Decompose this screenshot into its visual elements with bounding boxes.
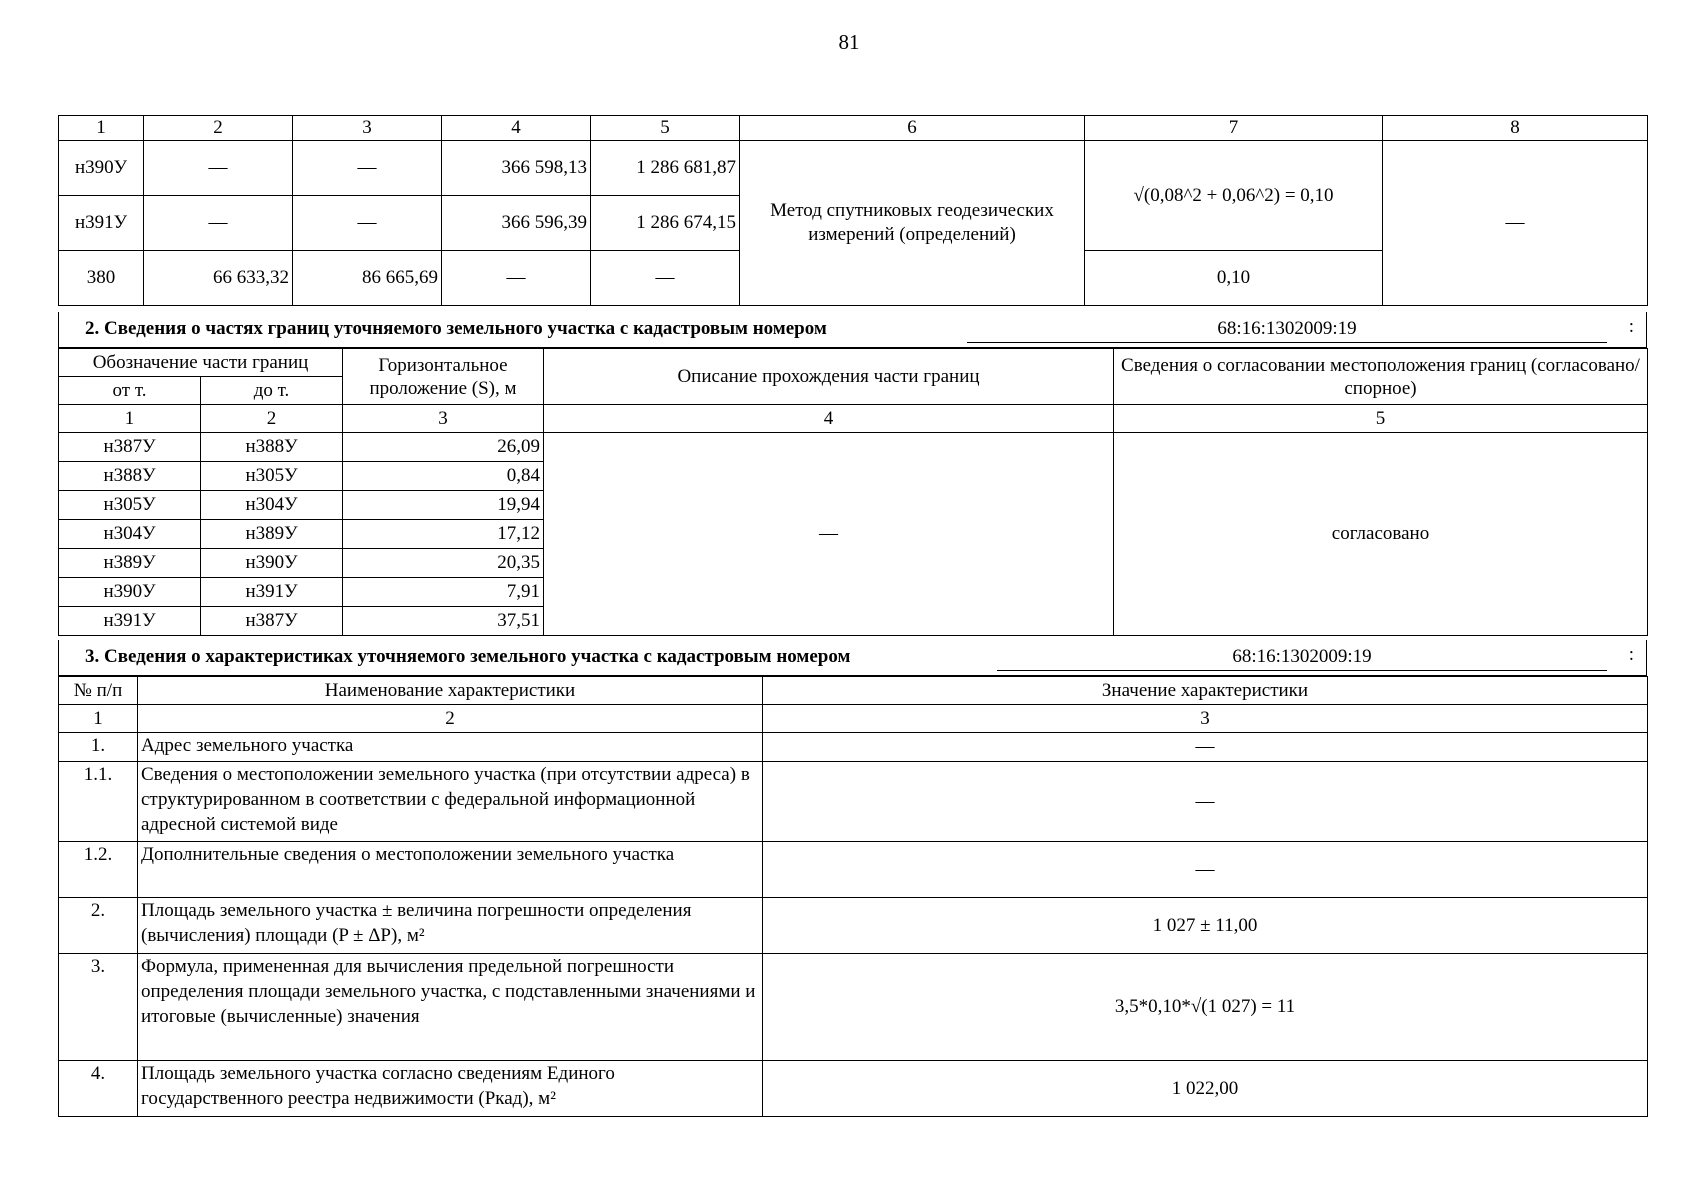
row-number: 1.2. [59, 842, 138, 898]
distance: 0,84 [343, 462, 544, 491]
col8-cell: — [1383, 141, 1648, 306]
column-number-row [59, 405, 1648, 433]
row-number: 1.1. [59, 762, 138, 842]
col-number: 4 [544, 405, 1114, 433]
col-number: 1 [59, 405, 201, 433]
coordinate-x: 366 598,13 [442, 141, 591, 196]
cadastral-number: 68:16:1302009:19 [967, 316, 1607, 343]
from-point: н387У [59, 433, 201, 462]
from-point: н388У [59, 462, 201, 491]
coordinate-x: 366 596,39 [442, 196, 591, 251]
distance: 26,09 [343, 433, 544, 462]
col-number: 3 [293, 116, 442, 141]
to-point: н390У [201, 549, 343, 578]
to-header: до т. [201, 377, 343, 405]
characteristic-value: 3,5*0,10*√(1 027) = 11 [763, 954, 1648, 1061]
colon: : [1628, 316, 1634, 337]
distance: 20,35 [343, 549, 544, 578]
distance: 17,12 [343, 520, 544, 549]
section-3-header [58, 640, 1647, 676]
section-title: 2. Сведения о частях границ уточняемого земельного участка с кадастровым номером [85, 318, 827, 339]
horizontal-header: Горизонтальное проложение (S), м [343, 349, 544, 405]
row-number: 1. [59, 733, 138, 762]
to-point: н388У [201, 433, 343, 462]
cell: — [144, 141, 293, 196]
row-number: 2. [59, 898, 138, 954]
col-number: 5 [591, 116, 740, 141]
from-point: н304У [59, 520, 201, 549]
characteristic-value: 1 022,00 [763, 1061, 1648, 1117]
cadastral-number: 68:16:1302009:19 [997, 644, 1607, 671]
table-row [59, 954, 1648, 1061]
to-point: н387У [201, 607, 343, 636]
characteristic-name: Формула, примененная для вычисления предельной погрешности определения площади земельного участка, с подставленными значениями и итоговые (вычисленные) значения [138, 954, 763, 1061]
point-name: 380 [59, 251, 144, 306]
characteristic-name: Сведения о местоположении земельного участка (при отсутствии адреса) в структурированном в соответствии с федеральной информационной адресной системой виде [138, 762, 763, 842]
characteristic-name: Площадь земельного участка ± величина погрешности определения (вычисления) площади (P ± ΔP), м² [138, 898, 763, 954]
characteristic-value: — [763, 842, 1648, 898]
col-number: 2 [201, 405, 343, 433]
page-number: 81 [838, 30, 860, 54]
col-number: 8 [1383, 116, 1648, 141]
cell: — [293, 196, 442, 251]
agreement-value: согласовано [1114, 433, 1648, 636]
coordinate-y: — [591, 251, 740, 306]
cell: 66 633,32 [144, 251, 293, 306]
col-number: 7 [1085, 116, 1383, 141]
table-row [59, 842, 1648, 898]
table-row [59, 762, 1648, 842]
table-row [59, 1061, 1648, 1117]
col-number: 3 [343, 405, 544, 433]
column-number-row [59, 116, 1648, 141]
cell: 86 665,69 [293, 251, 442, 306]
boundary-parts-table [58, 348, 1648, 636]
characteristic-name: Адрес земельного участка [138, 733, 763, 762]
cell: — [293, 141, 442, 196]
num-header: № п/п [59, 677, 138, 705]
characteristic-name: Дополнительные сведения о местоположении земельного участка [138, 842, 763, 898]
to-point: н304У [201, 491, 343, 520]
row-number: 4. [59, 1061, 138, 1117]
table-row [59, 433, 1648, 462]
characteristic-value: — [763, 733, 1648, 762]
col-number: 6 [740, 116, 1085, 141]
to-point: н391У [201, 578, 343, 607]
table-row [59, 733, 1648, 762]
coordinate-y: 1 286 674,15 [591, 196, 740, 251]
point-name: н391У [59, 196, 144, 251]
characteristics-table [58, 676, 1648, 1117]
col-number: 1 [59, 116, 144, 141]
characteristic-value: 1 027 ± 11,00 [763, 898, 1648, 954]
table-row [59, 141, 1648, 196]
table-row [59, 898, 1648, 954]
coordinate-y: 1 286 681,87 [591, 141, 740, 196]
value-header: Значение характеристики [763, 677, 1648, 705]
col-number: 2 [138, 705, 763, 733]
formula-cell: √(0,08^2 + 0,06^2) = 0,10 [1085, 141, 1383, 251]
row-number: 3. [59, 954, 138, 1061]
col-number: 2 [144, 116, 293, 141]
from-point: н305У [59, 491, 201, 520]
name-header: Наименование характеристики [138, 677, 763, 705]
col-number: 5 [1114, 405, 1648, 433]
from-point: н390У [59, 578, 201, 607]
description-header: Описание прохождения части границ [544, 349, 1114, 405]
coordinates-table [58, 115, 1648, 306]
column-number-row [59, 705, 1648, 733]
col-number: 3 [763, 705, 1648, 733]
distance: 19,94 [343, 491, 544, 520]
to-point: н389У [201, 520, 343, 549]
characteristic-value: — [763, 762, 1648, 842]
colon: : [1628, 644, 1634, 665]
from-header: от т. [59, 377, 201, 405]
characteristic-name: Площадь земельного участка согласно сведениям Единого государственного реестра недвижимости (Ркад), м² [138, 1061, 763, 1117]
precision-cell: 0,10 [1085, 251, 1383, 306]
point-name: н390У [59, 141, 144, 196]
col-number: 1 [59, 705, 138, 733]
from-point: н389У [59, 549, 201, 578]
section-title: 3. Сведения о характеристиках уточняемого земельного участка с кадастровым номером [85, 646, 851, 667]
section-2-header [58, 312, 1647, 348]
to-point: н305У [201, 462, 343, 491]
description-value: — [544, 433, 1114, 636]
method-cell: Метод спутниковых геодезических измерений (определений) [740, 141, 1085, 306]
from-point: н391У [59, 607, 201, 636]
cell: — [144, 196, 293, 251]
coordinate-x: — [442, 251, 591, 306]
distance: 37,51 [343, 607, 544, 636]
agreement-header: Сведения о согласовании местоположения границ (согласовано/спорное) [1114, 349, 1648, 405]
col-number: 4 [442, 116, 591, 141]
distance: 7,91 [343, 578, 544, 607]
designation-header: Обозначение части границ [59, 349, 343, 377]
